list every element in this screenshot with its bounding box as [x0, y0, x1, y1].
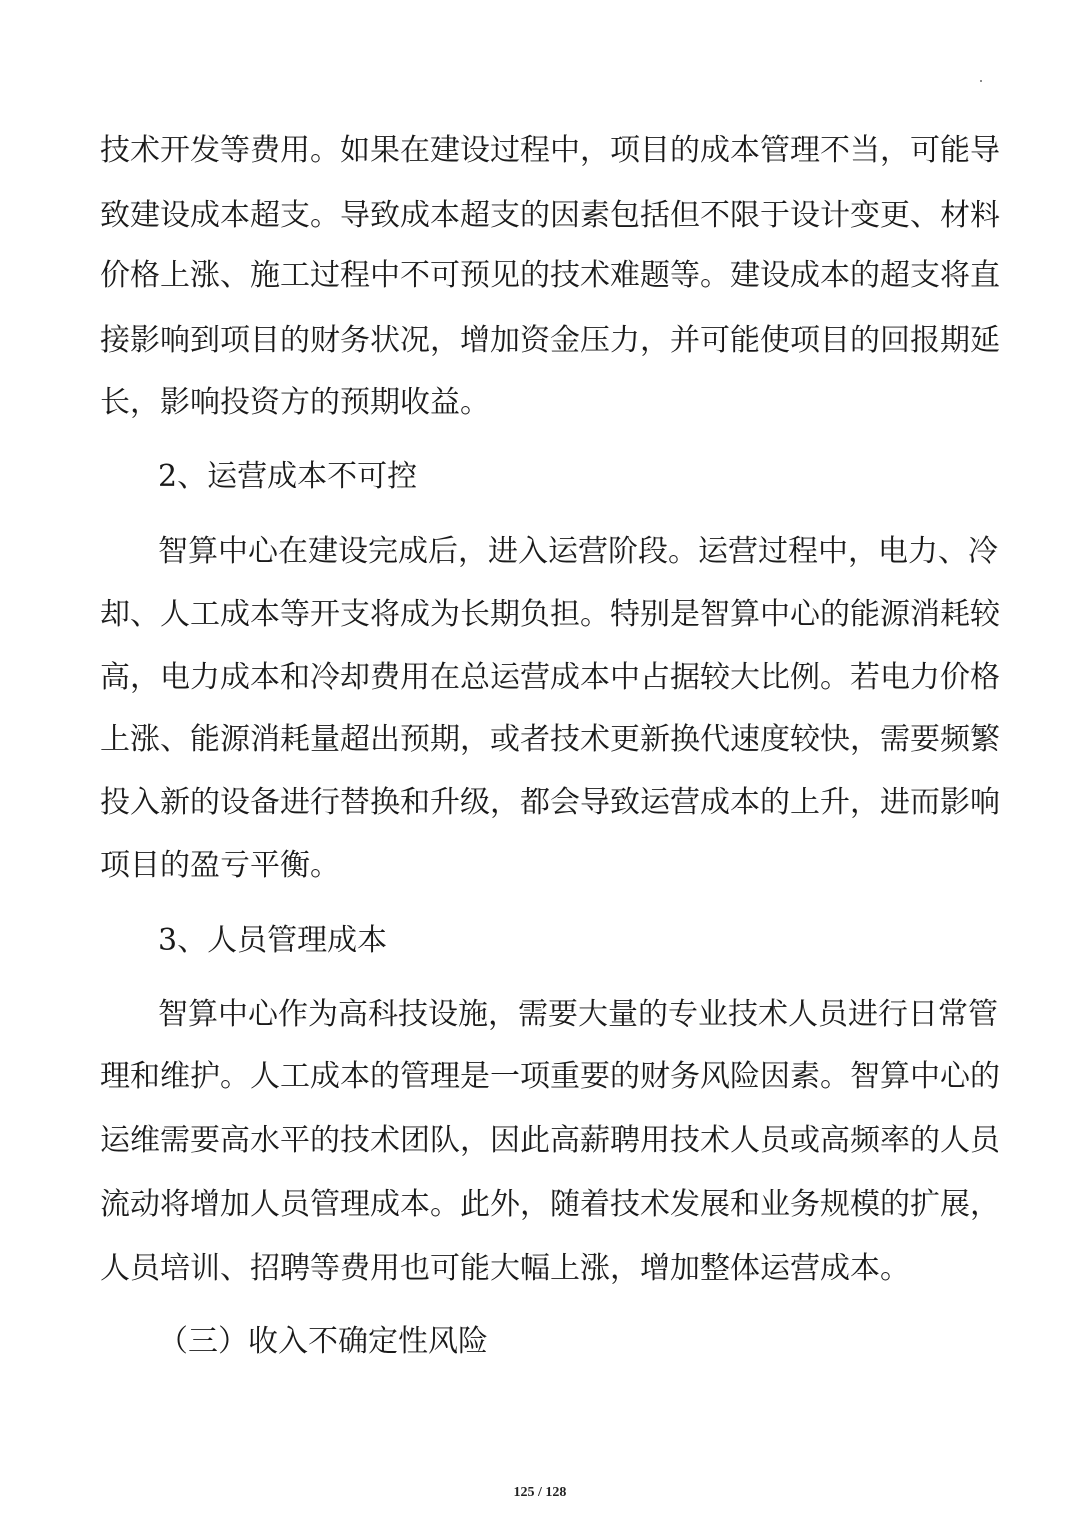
corner-mark — [980, 80, 982, 82]
paragraph-2-line-4: 上涨、能源消耗量超出预期，或者技术更新换代速度较快，需要频繁 — [100, 722, 1000, 757]
heading-operating-cost: 2、运营成本不可控 — [158, 459, 418, 494]
paragraph-1-line-4: 接影响到项目的财务状况，增加资金压力，并可能使项目的回报期延 — [100, 323, 1000, 358]
paragraph-3-line-1: 智算中心作为高科技设施，需要大量的专业技术人员进行日常管 — [158, 997, 998, 1032]
paragraph-2-line-2: 却、人工成本等开支将成为长期负担。特别是智算中心的能源消耗较 — [100, 597, 1000, 632]
paragraph-2-line-5: 投入新的设备进行替换和升级，都会导致运营成本的上升，进而影响 — [100, 785, 1000, 820]
paragraph-1-line-3: 价格上涨、施工过程中不可预见的技术难题等。建设成本的超支将直 — [100, 258, 1000, 293]
heading-personnel-cost: 3、人员管理成本 — [158, 923, 388, 958]
paragraph-1-line-1: 技术开发等费用。如果在建设过程中，项目的成本管理不当，可能导 — [100, 133, 1000, 168]
paragraph-2-line-6: 项目的盈亏平衡。 — [100, 848, 340, 883]
paragraph-3-line-3: 运维需要高水平的技术团队，因此高薪聘用技术人员或高频率的人员 — [100, 1123, 1000, 1158]
paragraph-3-line-5: 人员培训、招聘等费用也可能大幅上涨，增加整体运营成本。 — [100, 1251, 910, 1286]
paragraph-3-line-4: 流动将增加人员管理成本。此外，随着技术发展和业务规模的扩展， — [100, 1187, 1000, 1222]
paragraph-3-line-2: 理和维护。人工成本的管理是一项重要的财务风险因素。智算中心的 — [100, 1059, 1000, 1094]
paragraph-2-line-3: 高，电力成本和冷却费用在总运营成本中占据较大比例。若电力价格 — [100, 660, 1000, 695]
paragraph-1-line-5: 长，影响投资方的预期收益。 — [100, 385, 490, 420]
page-number: 125 / 128 — [513, 1485, 567, 1500]
paragraph-2-line-1: 智算中心在建设完成后，进入运营阶段。运营过程中，电力、冷 — [158, 534, 998, 569]
paragraph-1-line-2: 致建设成本超支。导致成本超支的因素包括但不限于设计变更、材料 — [100, 198, 1000, 233]
section-heading-revenue-risk: （三）收入不确定性风险 — [158, 1324, 488, 1359]
